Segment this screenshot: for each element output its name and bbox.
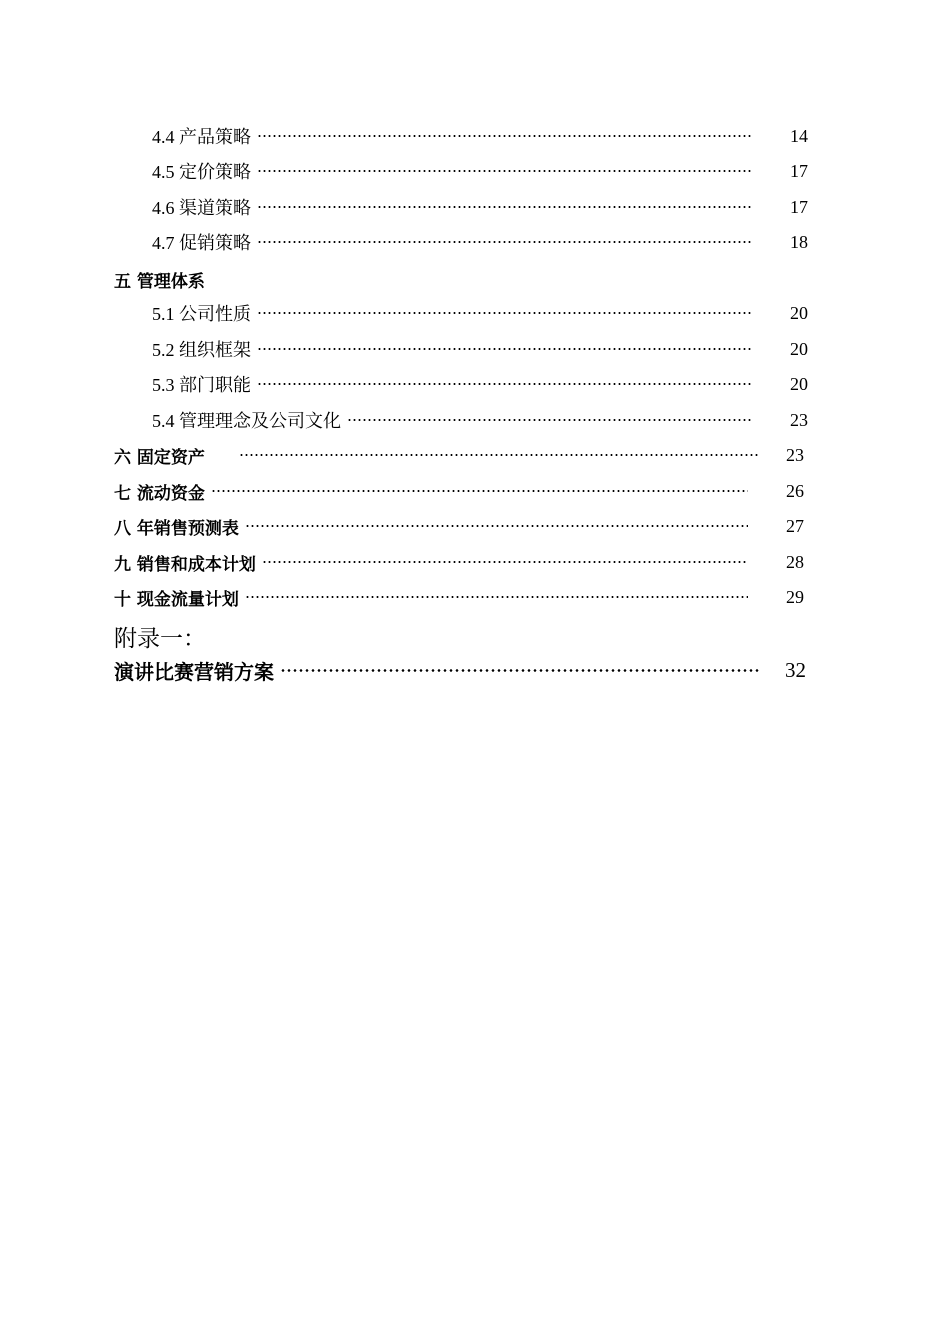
dot-leader — [257, 135, 752, 137]
dot-leader — [347, 419, 752, 421]
dot-leader — [257, 206, 752, 208]
toc-entry-page: 23 — [786, 444, 804, 465]
toc-entry-page: 26 — [786, 480, 804, 501]
toc-entry-page: 18 — [790, 231, 808, 252]
toc-entry-page: 27 — [786, 515, 804, 536]
toc-entry-label: 4.7 促销策略 — [152, 233, 251, 253]
dot-leader — [211, 490, 748, 492]
toc-entry-label: 十 现金流量计划 — [114, 589, 239, 610]
toc-entry-appendix[interactable] — [114, 653, 806, 687]
toc-entry-5-4[interactable] — [152, 406, 808, 434]
dot-leader — [262, 561, 748, 563]
toc-entry-page: 17 — [790, 196, 808, 217]
toc-entry-4-7[interactable] — [152, 228, 808, 256]
dot-leader — [245, 525, 748, 527]
toc-entry-page: 23 — [790, 409, 808, 430]
dot-leader — [257, 241, 752, 243]
toc-entry-label: 九 销售和成本计划 — [114, 554, 256, 575]
dot-leader — [280, 669, 760, 672]
toc-entry-5-1[interactable] — [152, 299, 808, 327]
appendix-heading: 附录一： — [114, 626, 206, 652]
toc-entry-label: 5.4 管理理念及公司文化 — [152, 411, 341, 431]
toc-section-heading-5[interactable]: 五 管理体系 — [114, 272, 205, 292]
toc-entry-label: 4.4 产品策略 — [152, 127, 251, 147]
toc-entry-8[interactable] — [114, 512, 804, 540]
toc-entry-4-4[interactable] — [152, 122, 808, 150]
toc-entry-label: 六 固定资产 — [114, 447, 205, 468]
dot-leader — [239, 454, 758, 456]
toc-entry-label: 5.1 公司性质 — [152, 304, 251, 324]
toc-entry-page: 20 — [790, 338, 808, 359]
toc-entry-page: 32 — [785, 657, 806, 682]
toc-entry-5-2[interactable] — [152, 335, 808, 363]
toc-entry-label: 七 流动资金 — [114, 483, 205, 504]
dot-leader — [245, 596, 748, 598]
dot-leader — [257, 170, 752, 172]
toc-entry-5-3[interactable] — [152, 370, 808, 398]
toc-entry-7[interactable] — [114, 477, 804, 505]
toc-entry-9[interactable] — [114, 548, 804, 576]
dot-leader — [257, 383, 752, 385]
toc-entry-page: 29 — [786, 586, 804, 607]
toc-entry-page: 14 — [790, 125, 808, 146]
dot-leader — [257, 312, 752, 314]
toc-entry-label: 4.5 定价策略 — [152, 162, 251, 182]
toc-entry-label: 演讲比赛营销方案 — [114, 659, 274, 684]
toc-entry-6[interactable] — [114, 441, 804, 469]
toc-entry-label: 4.6 渠道策略 — [152, 198, 251, 218]
dot-leader — [257, 348, 752, 350]
toc-entry-label: 5.2 组织框架 — [152, 340, 251, 360]
toc-entry-4-5[interactable] — [152, 157, 808, 185]
toc-entry-label: 5.3 部门职能 — [152, 375, 251, 395]
toc-entry-page: 28 — [786, 551, 804, 572]
toc-entry-4-6[interactable] — [152, 193, 808, 221]
toc-entry-label: 八 年销售预测表 — [114, 518, 239, 539]
toc-entry-page: 17 — [790, 160, 808, 181]
toc-entry-page: 20 — [790, 302, 808, 323]
toc-entry-page: 20 — [790, 373, 808, 394]
toc-entry-10[interactable] — [114, 583, 804, 611]
